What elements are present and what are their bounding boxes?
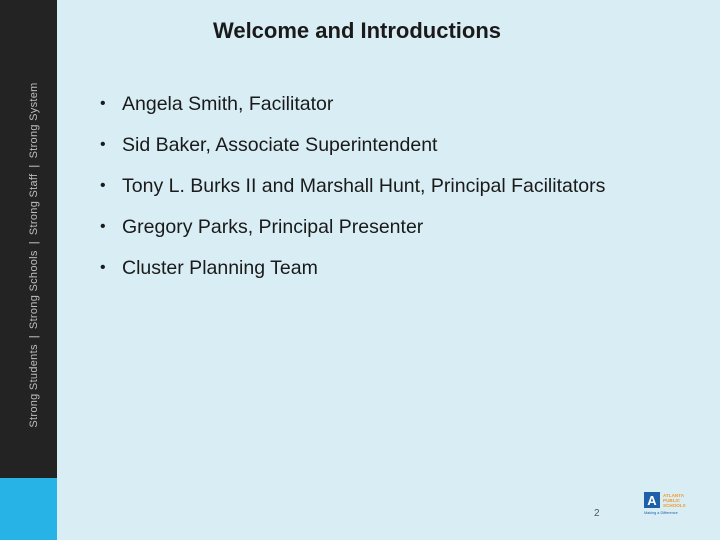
- sidebar-footer-block: [0, 478, 57, 540]
- slide-title: Welcome and Introductions: [212, 18, 502, 43]
- bullet-icon: •: [100, 218, 106, 235]
- page-number: 2: [594, 508, 600, 519]
- bullet-text: Cluster Planning Team: [122, 257, 318, 279]
- logo-motto: Making a Difference: [644, 511, 678, 515]
- bullet-text: Sid Baker, Associate Superintendent: [122, 134, 438, 156]
- list-item: [100, 256, 605, 297]
- logo-line-3: SCHOOLS: [663, 503, 686, 508]
- tagline-students: Strong Students: [28, 344, 40, 428]
- tagline-separator: |: [28, 335, 40, 339]
- list-item: [100, 133, 605, 174]
- tagline-schools: Strong Schools: [28, 250, 40, 330]
- bullet-text: Gregory Parks, Principal Presenter: [122, 216, 424, 238]
- bullet-text: Angela Smith, Facilitator: [122, 93, 334, 115]
- sidebar: [0, 0, 57, 478]
- bullet-text: Tony L. Burks II and Marshall Hunt, Principal Facilitators: [122, 175, 606, 197]
- tagline-system: Strong System: [28, 82, 40, 159]
- bullet-list: [100, 92, 605, 297]
- bullet-icon: •: [100, 259, 106, 276]
- aps-logo: [643, 491, 695, 516]
- list-item: [100, 92, 605, 133]
- sidebar-tagline: [28, 82, 40, 427]
- bullet-icon: •: [100, 95, 106, 112]
- tagline-separator: |: [28, 241, 40, 245]
- list-item: [100, 215, 605, 256]
- logo-letter: A: [647, 493, 657, 508]
- list-item: [100, 174, 605, 215]
- bullet-icon: •: [100, 136, 106, 153]
- tagline-staff: Strong Staff: [28, 173, 40, 236]
- bullet-icon: •: [100, 177, 106, 194]
- logo-line-1: ATLANTA: [663, 493, 685, 498]
- logo-line-2: PUBLIC: [663, 498, 681, 503]
- tagline-separator: |: [28, 164, 40, 168]
